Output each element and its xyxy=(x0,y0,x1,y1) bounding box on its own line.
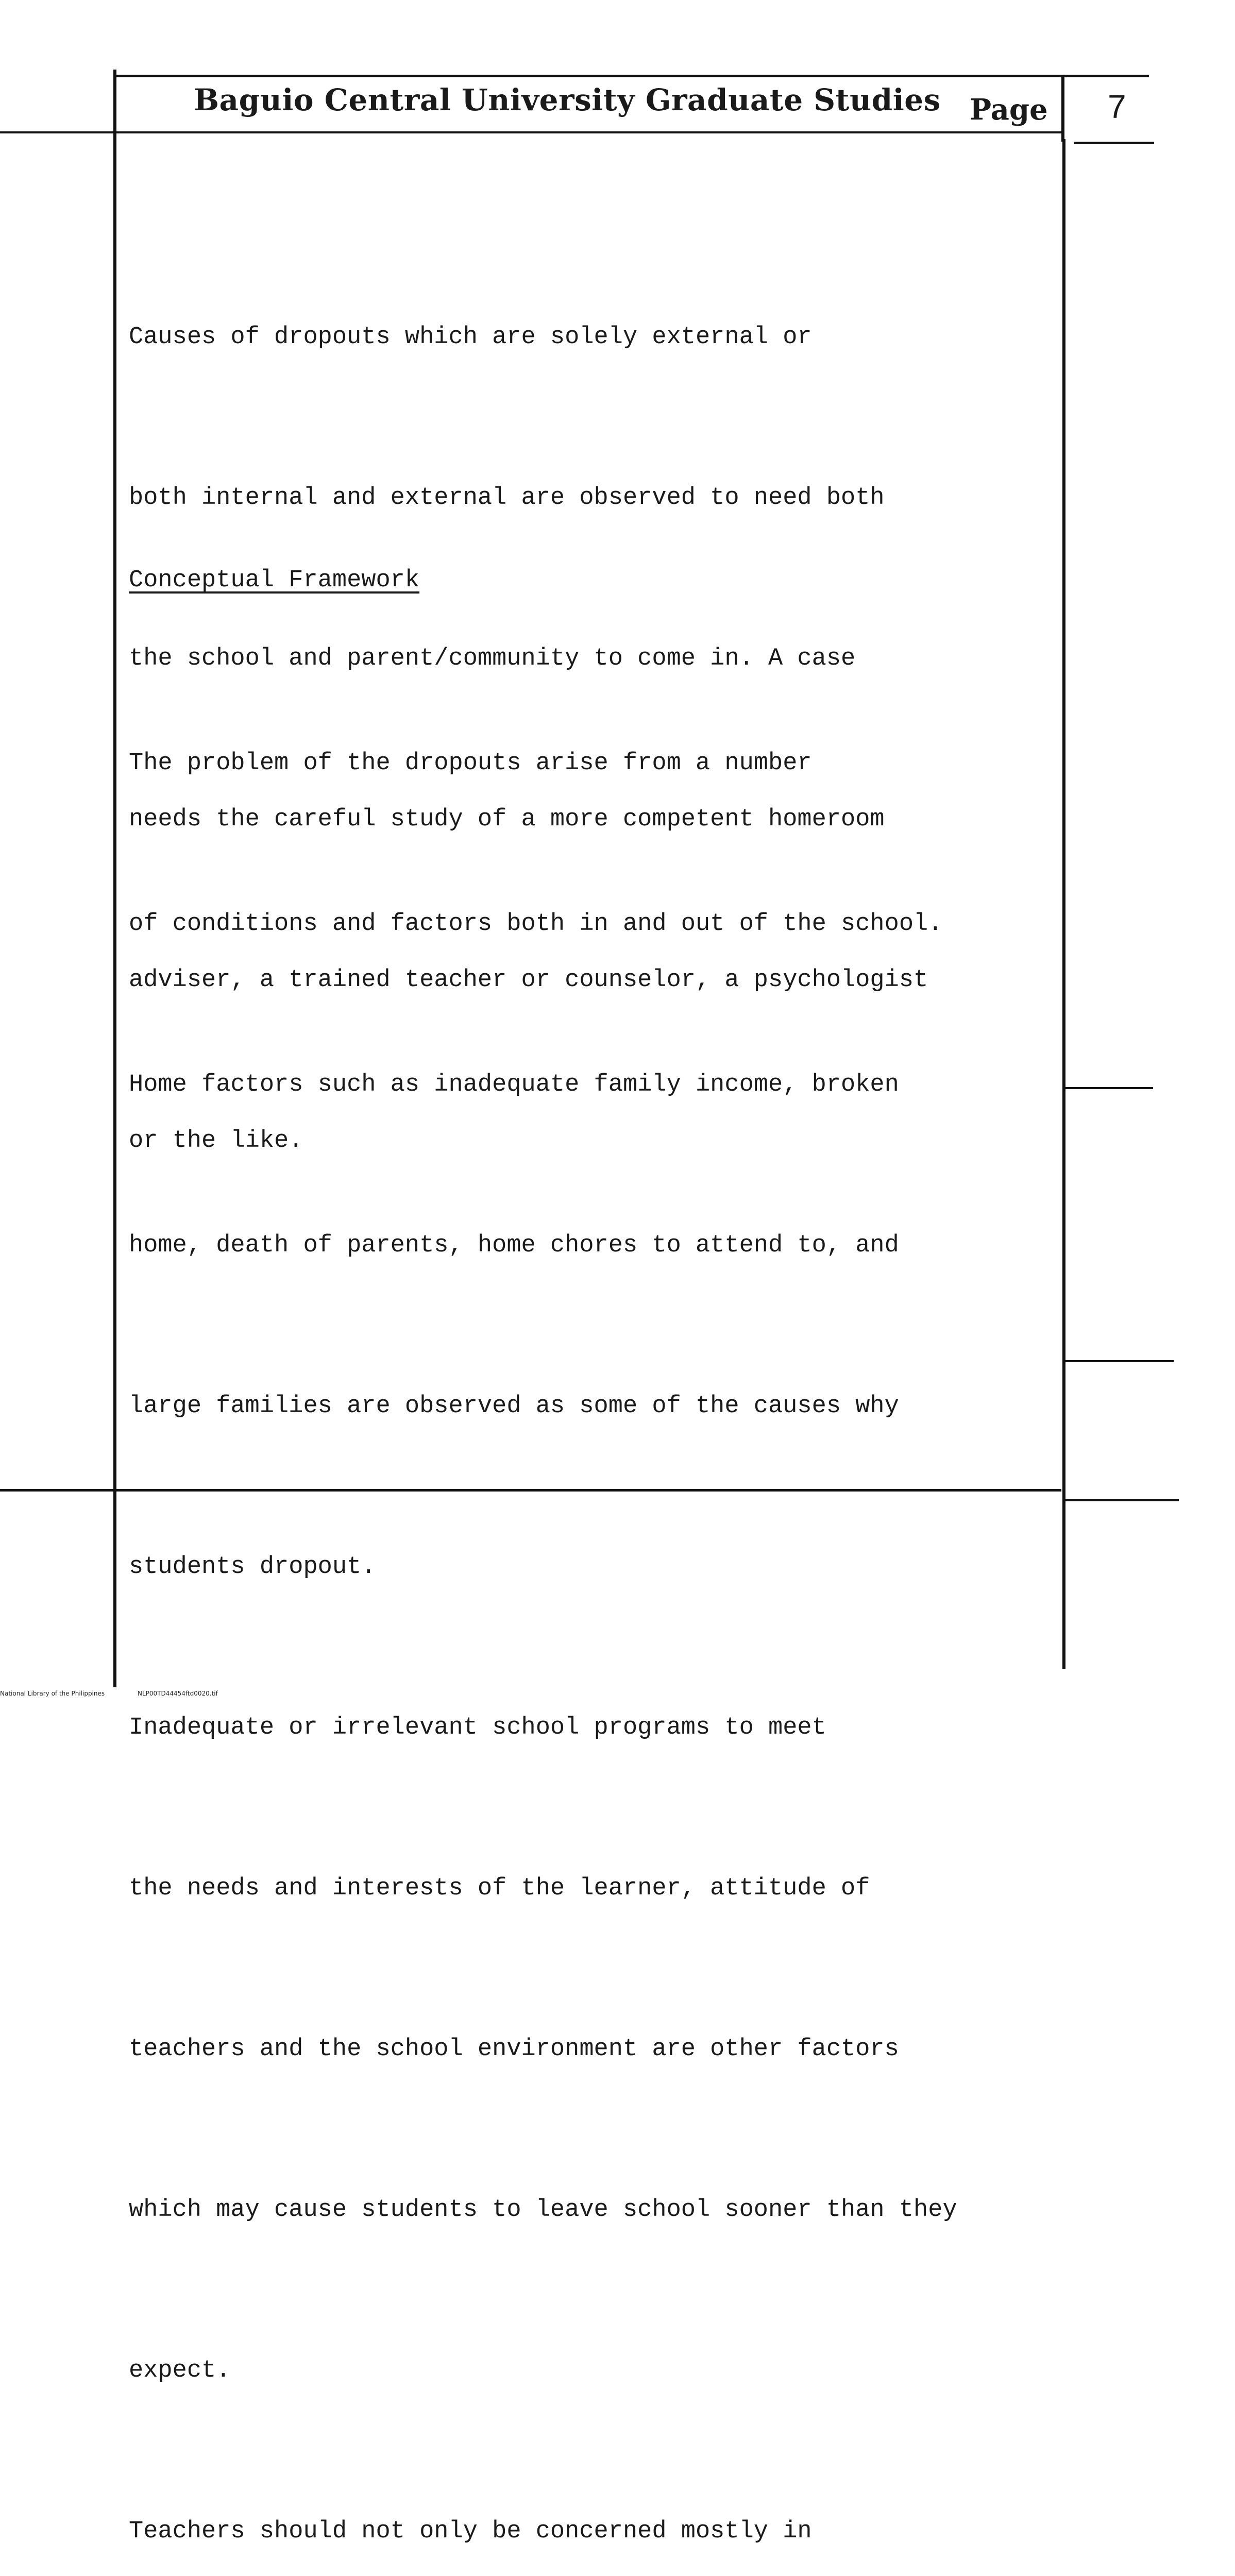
text-line: the needs and interests of the learner, attitude of xyxy=(129,1875,870,1902)
text-line: home, death of parents, home chores to attend to, and xyxy=(129,1232,899,1259)
text-line: which may cause students to leave school sooner than they xyxy=(129,2196,957,2224)
bottom-rule-right xyxy=(1065,1499,1179,1501)
text-line: or the like. xyxy=(129,1127,303,1155)
text-line: both internal and external are observed to need both xyxy=(129,484,885,512)
text-line: Causes of dropouts which are solely external or xyxy=(129,324,812,351)
footer-library: National Library of the Philippines xyxy=(0,1690,105,1697)
text-line: large families are observed as some of the causes why xyxy=(129,1393,899,1420)
body-conceptual-framework xyxy=(129,630,1056,2576)
left-margin-rule xyxy=(0,131,116,133)
text-line: teachers and the school environment are other factors xyxy=(129,2036,899,2063)
header-right-rule xyxy=(1074,142,1154,144)
text-line: students dropout. xyxy=(129,1553,376,1581)
text-line: expect. xyxy=(129,2357,231,2384)
left-border xyxy=(113,70,116,1687)
text-line: needs the careful study of a more competent homeroom xyxy=(129,806,885,833)
text-line: The problem of the dropouts arise from a number xyxy=(129,750,812,777)
text-line: adviser, a trained teacher or counselor, a psychologist xyxy=(129,967,928,994)
header-bottom-rule xyxy=(116,131,1064,133)
right-tick-1 xyxy=(1065,1087,1153,1089)
text-line: Home factors such as inadequate family income, broken xyxy=(129,1071,899,1098)
scan-footer xyxy=(0,1690,249,1697)
text-line: Teachers should not only be concerned mostly in xyxy=(129,2518,812,2545)
right-tick-2 xyxy=(1065,1360,1174,1362)
header-title: Baguio Central University Graduate Studies xyxy=(194,82,941,117)
header-page-number: 7 xyxy=(1108,88,1126,125)
header-top-rule xyxy=(116,75,1149,77)
text-line: of conditions and factors both in and out of the school. xyxy=(129,910,943,938)
text-line: Inadequate or irrelevant school programs to meet xyxy=(129,1714,826,1741)
footer-file-id: NLP00TD44454ftd0020.tif xyxy=(137,1690,218,1697)
page-separator xyxy=(1061,77,1064,142)
right-border xyxy=(1062,139,1065,1669)
text-line: the school and parent/community to come in. A case xyxy=(129,645,856,672)
section-heading: Conceptual Framework xyxy=(129,567,420,594)
header-page-label: Page xyxy=(970,93,1048,127)
